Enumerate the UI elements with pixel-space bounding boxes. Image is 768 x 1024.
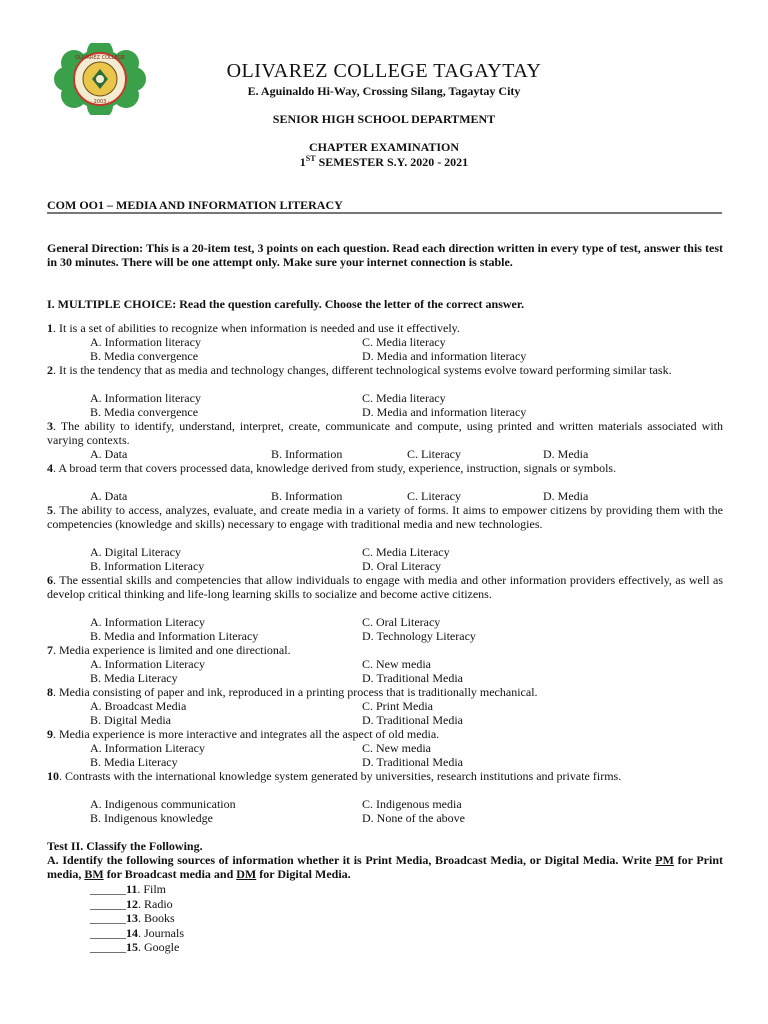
answer-option: D. Technology Literacy — [362, 629, 476, 643]
item-label: . Film — [137, 882, 167, 896]
answer-option: B. Media and Information Literacy — [90, 629, 259, 643]
question-3 — [47, 419, 723, 447]
school-name: OLIVAREZ COLLEGE TAGAYTAY — [226, 60, 542, 82]
department-title: SENIOR HIGH SCHOOL DEPARTMENT — [272, 112, 496, 126]
dm-code: DM — [236, 867, 257, 881]
answer-option: D. Media and information literacy — [362, 349, 527, 363]
course-title: COM OO1 – MEDIA AND INFORMATION LITERACY — [47, 198, 343, 212]
answer-option: C. Oral Literacy — [362, 615, 441, 629]
direction-part: for Digital Media. — [256, 867, 351, 881]
answer-option: A. Information literacy — [90, 335, 201, 349]
answer-option: A. Information literacy — [90, 391, 201, 405]
item-label: . Radio — [138, 896, 173, 911]
question-text: . The ability to identify, understand, interpret, create, communicate and compute, using printed and written materials associated with varying contexts. — [47, 419, 723, 447]
answer-option: B. Information Literacy — [90, 559, 205, 573]
answer-option: D. Traditional Media — [362, 755, 463, 769]
item-label: . Journals — [138, 925, 184, 940]
question-text: . It is a set of abilities to recognize when information is needed and use it effectively. — [53, 321, 460, 335]
answer-option: D. Traditional Media — [362, 713, 463, 727]
item-label: . Books — [138, 911, 175, 925]
test2-heading: Test II. Classify the Following. — [47, 839, 203, 853]
answer-option: D. Media and information literacy — [362, 405, 527, 419]
answer-option: D. None of the above — [362, 811, 465, 825]
answer-option: C. New media — [362, 657, 431, 671]
header-divider — [47, 212, 722, 214]
question-text: . Media experience is more interactive and integrates all the aspect of old media. — [53, 727, 440, 741]
school-address: E. Aguinaldo Hi-Way, Crossing Silang, Tagaytay City — [247, 84, 521, 98]
direction-part: for Print media, — [47, 853, 723, 881]
question-text: . The ability to access, analyzes, evaluate, and create media in a variety of forms. It aims to empower citizens by providing them with the competencies (knowledge and skills) necessary to engage with traditional media and new technologies. — [47, 503, 723, 531]
answer-option: B. Information — [271, 489, 343, 503]
answer-blank: ______ — [90, 911, 126, 925]
exam-title: CHAPTER EXAMINATION — [308, 140, 460, 154]
answer-option: A. Information Literacy — [90, 657, 205, 671]
question-10 — [47, 769, 723, 783]
semester-text: SEMESTER S.Y. 2020 - 2021 — [315, 155, 469, 169]
question-number: 10 — [47, 769, 59, 783]
pm-code: PM — [655, 853, 674, 867]
question-number: 5 — [47, 503, 53, 517]
item-number: 15 — [126, 940, 138, 954]
answer-option: D. Oral Literacy — [362, 559, 441, 573]
answer-option: D. Media — [543, 447, 589, 461]
answer-option: A. Indigenous communication — [90, 797, 236, 811]
answer-option: A. Broadcast Media — [90, 699, 187, 713]
classify-item — [90, 897, 173, 911]
question-8 — [47, 685, 723, 699]
answer-option: B. Media Literacy — [90, 755, 178, 769]
question-number: 8 — [47, 685, 53, 699]
classify-item — [90, 940, 179, 954]
svg-text:OLIVAREZ COLLEGE: OLIVAREZ COLLEGE — [75, 55, 125, 61]
answer-blank: ______ — [90, 882, 126, 896]
part1-heading: I. MULTIPLE CHOICE: Read the question carefully. Choose the letter of the correct answer. — [47, 297, 525, 311]
item-number: 14 — [126, 925, 138, 940]
question-1 — [47, 321, 723, 335]
test2-direction — [47, 853, 723, 881]
answer-option: A. Digital Literacy — [90, 545, 181, 559]
direction-part: A. Identify the following sources of information whether it is Print Media, Broadcast Media, or Digital Media. Write — [47, 853, 656, 867]
question-number: 3 — [47, 419, 53, 433]
classify-item — [90, 882, 166, 896]
answer-option: C. Literacy — [407, 489, 461, 503]
answer-option: D. Traditional Media — [362, 671, 463, 685]
answer-option: D. Media — [543, 489, 589, 503]
answer-option: B. Media convergence — [90, 405, 199, 419]
answer-blank: ______ — [90, 896, 126, 911]
answer-option: B. Media convergence — [90, 349, 199, 363]
item-number: 13 — [126, 911, 138, 925]
answer-option: B. Indigenous knowledge — [90, 811, 213, 825]
answer-option: B. Information — [271, 447, 343, 461]
answer-blank: ______ — [90, 925, 126, 940]
question-6 — [47, 573, 723, 601]
semester-number: 1 — [299, 155, 306, 169]
question-number: 6 — [47, 573, 53, 587]
question-text: . It is the tendency that as media and technology changes, different technological systems evolve toward performing similar task. — [53, 363, 672, 377]
answer-option: A. Data — [90, 447, 128, 461]
question-text: . The essential skills and competencies that allow individuals to engage with media and other information providers effectively, as well as develop critical thinking and life-long learning skills to socialize and become active citizens. — [47, 573, 723, 601]
question-number: 4 — [47, 461, 53, 475]
answer-option: A. Information Literacy — [90, 741, 205, 755]
answer-blank: ______ — [90, 940, 126, 954]
question-text: . Media consisting of paper and ink, reproduced in a printing process that is traditionally mechanical. — [53, 685, 538, 699]
answer-option: C. Print Media — [362, 699, 433, 713]
item-number: 12 — [126, 896, 138, 911]
question-9 — [47, 727, 723, 741]
question-text: . Media experience is limited and one directional. — [53, 643, 291, 657]
item-number: 11 — [126, 882, 138, 896]
answer-option: B. Digital Media — [90, 713, 171, 727]
bm-code: BM — [84, 867, 104, 881]
answer-option: C. New media — [362, 741, 431, 755]
question-number: 7 — [47, 643, 53, 657]
question-4 — [47, 461, 723, 475]
answer-option: A. Information Literacy — [90, 615, 205, 629]
question-2 — [47, 363, 723, 377]
question-5 — [47, 503, 723, 531]
answer-option: B. Media Literacy — [90, 671, 178, 685]
answer-option: C. Media literacy — [362, 335, 446, 349]
question-text: . Contrasts with the international knowledge system generated by universities, research institutions and private firms. — [59, 769, 622, 783]
answer-option: A. Data — [90, 489, 128, 503]
answer-option: C. Media literacy — [362, 391, 446, 405]
question-number: 2 — [47, 363, 53, 377]
svg-text:· 2003 ·: · 2003 · — [90, 99, 110, 105]
semester-line — [0, 154, 768, 170]
question-number: 1 — [47, 321, 53, 335]
question-7 — [47, 643, 723, 657]
direction-part: for Broadcast media and — [103, 867, 237, 881]
semester-suffix: ST — [305, 154, 316, 163]
classify-item — [90, 911, 175, 925]
answer-option: C. Literacy — [407, 447, 461, 461]
question-number: 9 — [47, 727, 53, 741]
classify-item — [90, 926, 184, 940]
question-text: . A broad term that covers processed data, knowledge derived from study, experience, instruction, signals or symbols. — [53, 461, 617, 475]
answer-option: C. Indigenous media — [362, 797, 462, 811]
item-label: . Google — [138, 940, 180, 954]
general-direction: General Direction: This is a 20-item test, 3 points on each question. Read each direction written in every type of test, answer this test in 30 minutes. There will be one attempt only. Make sure your internet connection is stable. — [47, 241, 723, 269]
answer-option: C. Media Literacy — [362, 545, 450, 559]
